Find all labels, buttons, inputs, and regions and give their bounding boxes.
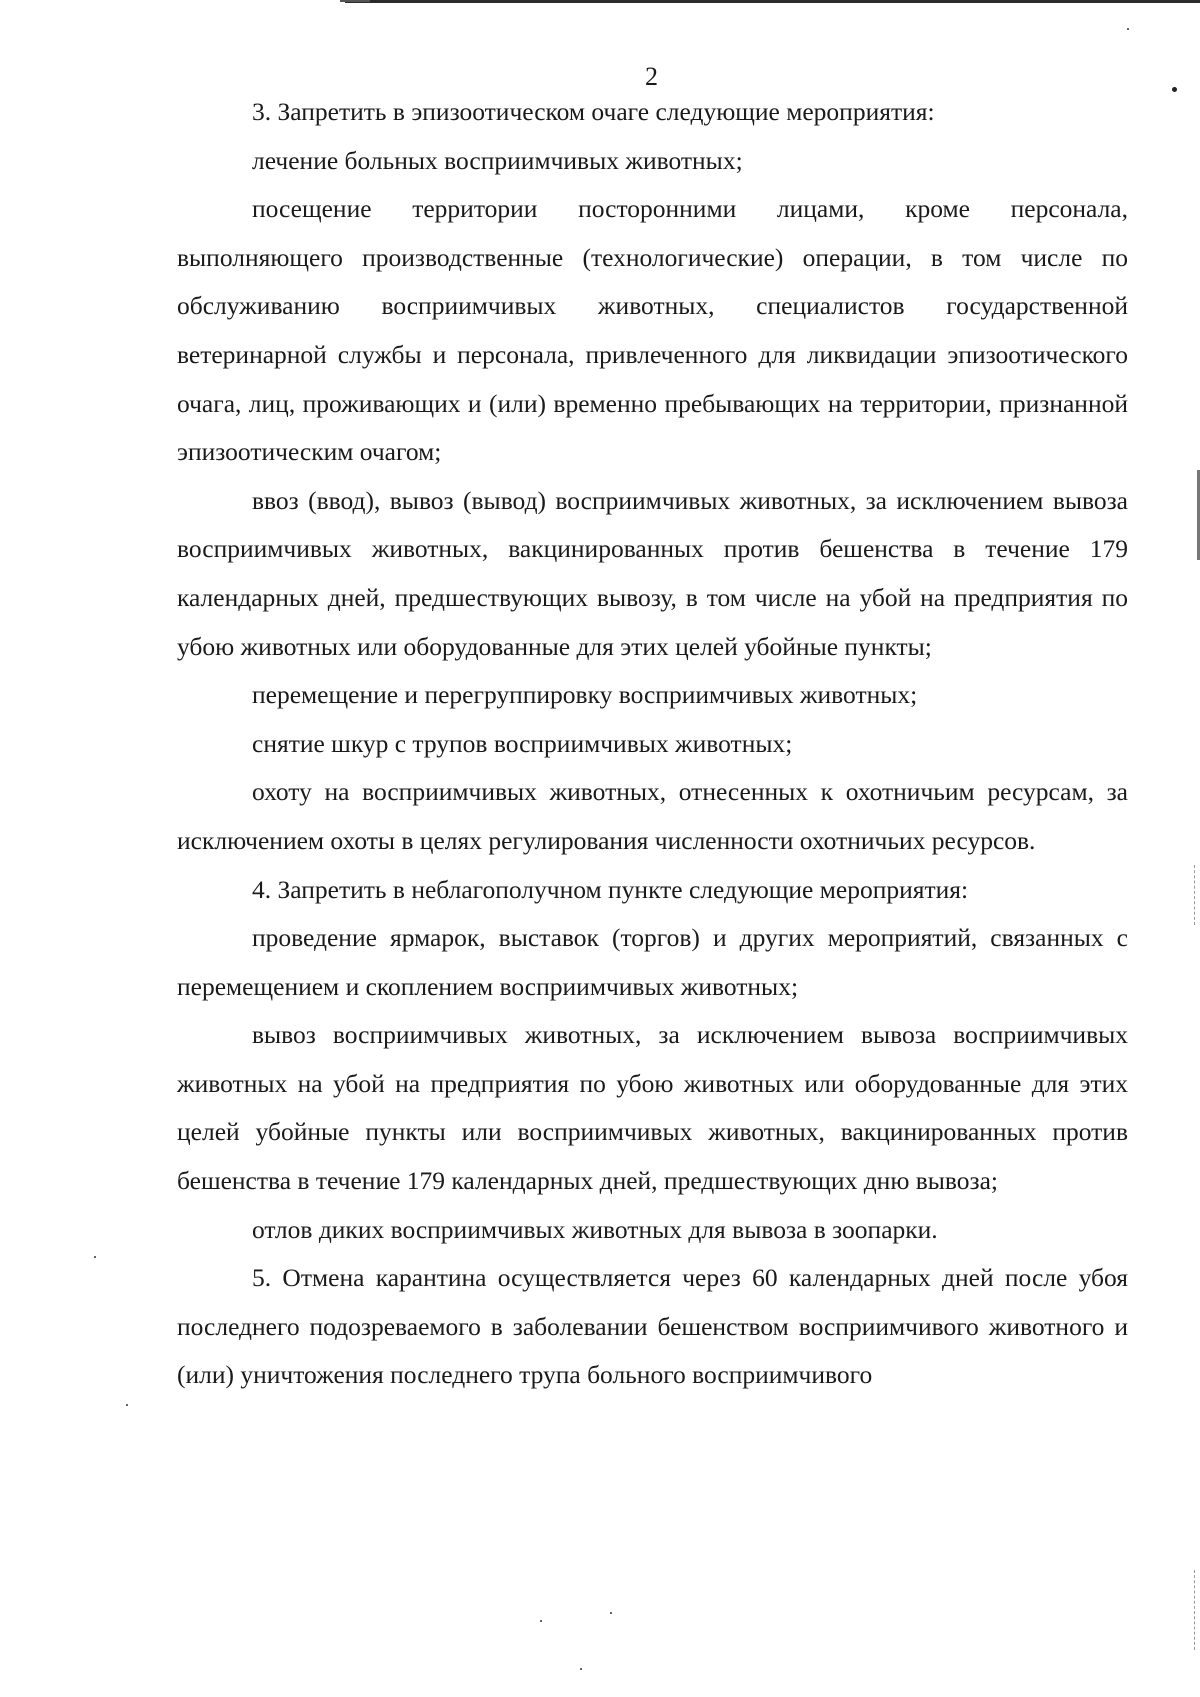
page-number: 2 [645, 62, 658, 91]
scan-edge-top [345, 0, 1200, 3]
paragraph: снятие шкур с трупов восприимчивых животных; [252, 728, 793, 758]
scan-edge-top-thin [340, 0, 370, 2]
paragraph: перемещение и перегруппировку восприимчивых животных; [252, 680, 918, 710]
paragraph: 3. Запретить в эпизоотическом очаге следующие мероприятия: [252, 97, 935, 126]
paragraph: проведение ярмарок, выставок (торгов) и других мероприятий, связанных с перемещением и скоплением восприимчивых животных; [177, 923, 1128, 1001]
scan-dashed-edge [1194, 1570, 1196, 1650]
scan-dot [1172, 87, 1177, 92]
scan-speck [126, 1404, 128, 1406]
paragraph: 5. Отмена карантина осуществляется через 60 календарных дней после убоя последнего подозреваемого в заболевании бешенством восприимчивого животного и (или) уничтожения последнего трупа больного восприимчивого [177, 1263, 1128, 1390]
document-body [177, 88, 1128, 1400]
paragraph: 4. Запретить в неблагополучном пункте следующие мероприятия: [252, 874, 969, 904]
paragraph: ввоз (ввод), вывоз (вывод) восприимчивых животных, за исключением вывоза восприимчивых животных, вакцинированных против бешенства в течение 179 календарных дней, предшествующих вывозу, в том числе на убой на предприятия по убою животных или оборудованные для этих целей убойные пункты; [177, 485, 1128, 661]
scan-speck [610, 1612, 612, 1614]
paragraph: отлов диких восприимчивых животных для вывоза в зоопарки. [252, 1214, 938, 1244]
scan-speck [94, 1256, 96, 1258]
scan-speck [540, 1620, 542, 1622]
paragraph: охоту на восприимчивых животных, отнесенных к охотничьим ресурсам, за исключением охоты в целях регулирования численности охотничьих ресурсов. [177, 777, 1128, 855]
scan-speck [580, 1668, 582, 1670]
paragraph: лечение больных восприимчивых животных; [252, 145, 743, 175]
scan-speck [1127, 28, 1129, 30]
scan-dashed-edge [1194, 865, 1196, 925]
paragraph: вывоз восприимчивых животных, за исключением вывоза восприимчивых животных на убой на предприятия по убою животных или оборудованные для этих целей убойные пункты или восприимчивых животных, вакцинированных против бешенства в течение 179 календарных дней, предшествующих дню вывоза; [177, 1020, 1128, 1196]
paragraph: посещение территории посторонними лицами, кроме персонала, выполняющего производственные (технологические) операции, в том числе по обслуживанию восприимчивых животных, специалистов государственной ветеринарной службы и персонала, привлеченного для ликвидации эпизоотического очага, лиц, проживающих и (или) временно пребывающих на территории, признанной эпизоотическим очагом; [177, 194, 1128, 467]
